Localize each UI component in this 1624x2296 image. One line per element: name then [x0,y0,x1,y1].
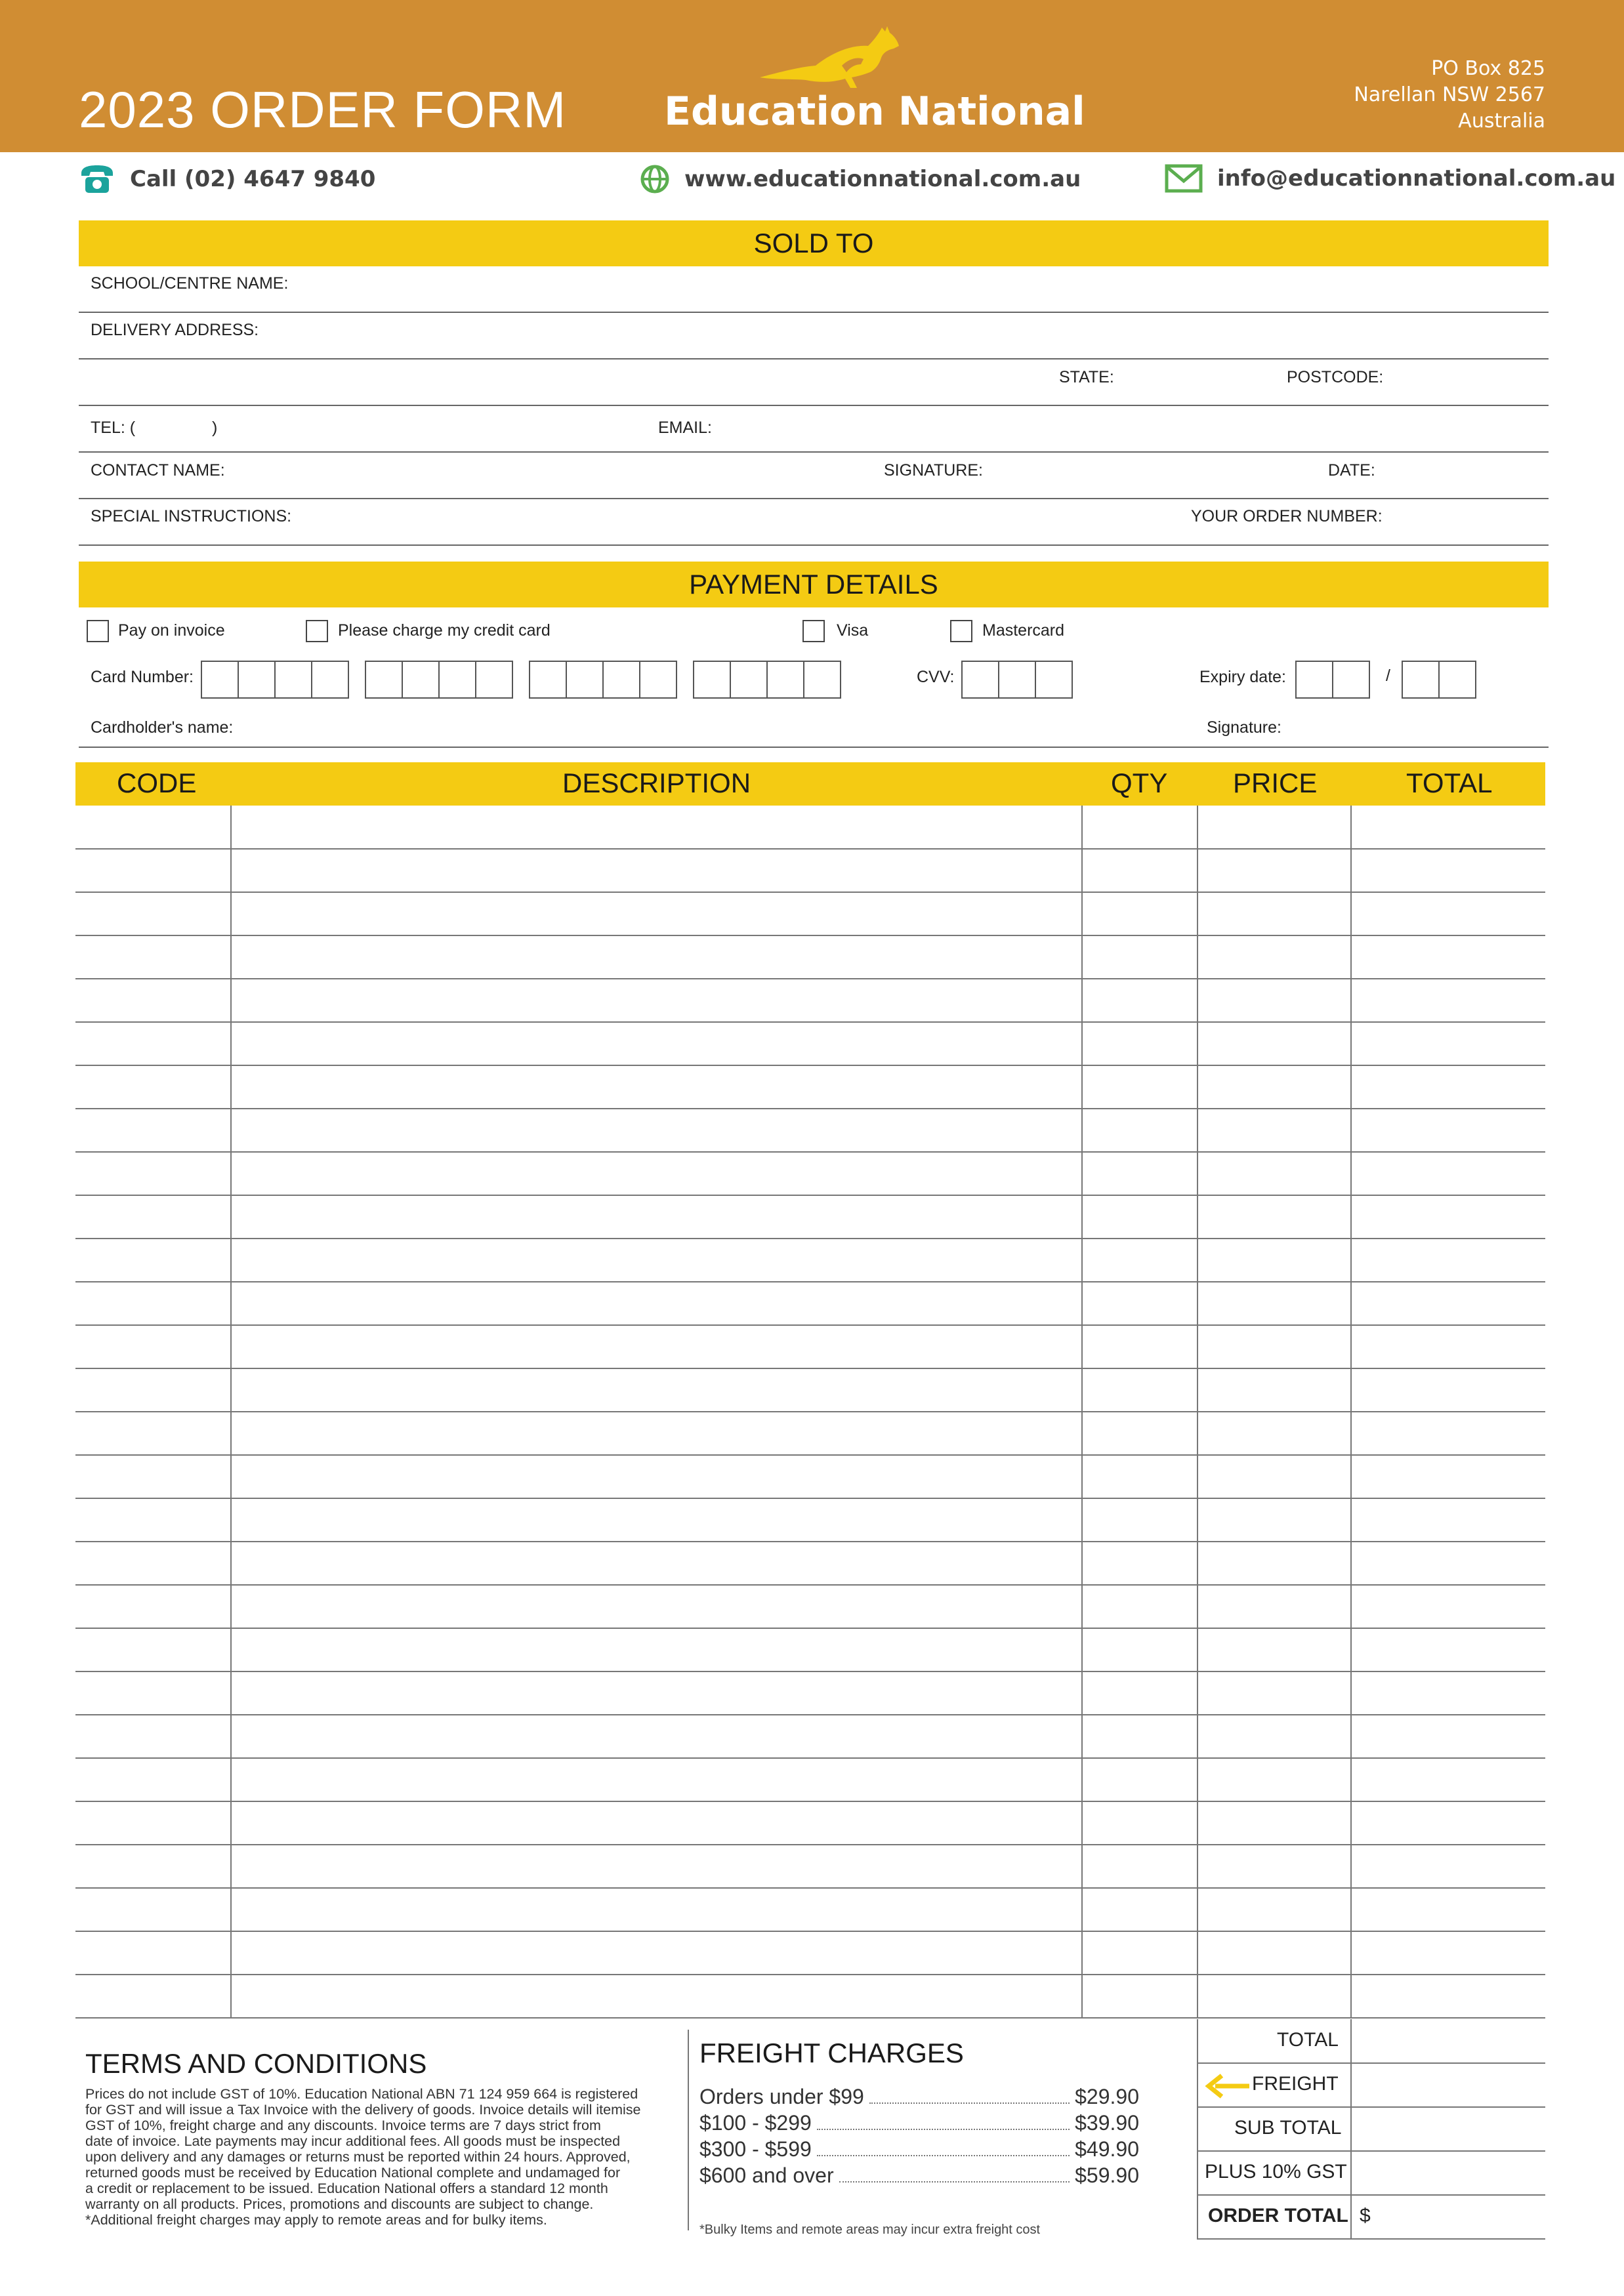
freight-price: $29.90 [1075,2085,1139,2108]
freight-row [699,2085,1139,2109]
school-name-field[interactable] [79,312,1549,313]
card-number-group-2[interactable] [365,661,512,699]
terms-line: GST of 10%, freight charge and any discounts. Invoice terms are 7 days strict from [85,2118,601,2133]
table-row-line [75,1801,1545,1802]
freight-range: $300 - $599 [699,2137,812,2161]
contact-name-label: CONTACT NAME: [91,461,225,480]
address-line: Narellan NSW 2567 [1354,83,1545,106]
pay-on-invoice-checkbox[interactable] [87,620,109,642]
postal-address [1354,56,1545,134]
charge-card-label: Please charge my credit card [338,621,551,640]
terms-line: returned goods must be received by Education National complete and undamaged for [85,2165,621,2181]
cardholder-field[interactable] [79,747,1549,748]
table-row-line [75,1281,1545,1282]
pay-on-invoice-label: Pay on invoice [118,621,225,640]
table-row-line [75,892,1545,893]
globe-icon [640,164,670,194]
terms-line: warranty on all products. Prices, promotions and discounts are subject to change. [85,2196,594,2212]
table-row-line [75,1021,1545,1023]
terms-line: *Additional freight charges may apply to remote areas and for bulky items. [85,2212,547,2228]
delivery-address-label: DELIVERY ADDRESS: [91,321,259,339]
freight-price: $59.90 [1075,2163,1139,2187]
terms-line: for GST and will issue a Tax Invoice with the delivery of goods. Invoice details will itemise [85,2102,641,2118]
delivery-address-field[interactable] [79,358,1549,359]
email-link[interactable]: info@educationnational.com.au [1217,165,1616,192]
card-signature-label: Signature: [1207,718,1281,737]
visa-checkbox[interactable] [802,620,825,642]
table-row-line [75,1195,1545,1196]
expiry-month-input[interactable] [1295,661,1369,699]
cvv-input[interactable] [961,661,1072,699]
col-price-header: PRICE [1233,768,1318,798]
date-label: DATE: [1328,461,1375,480]
cardholder-label: Cardholder's name: [91,718,234,737]
totals-mid-border [1350,2019,1352,2240]
table-column-line [1081,806,1083,2018]
freight-row [699,2111,1139,2135]
contact-email [1165,164,1615,193]
card-number-group-3[interactable] [529,661,676,699]
order-number-label: YOUR ORDER NUMBER: [1191,507,1383,525]
col-code-header: CODE [117,768,197,798]
phone-number[interactable]: Call (02) 4647 9840 [130,166,376,192]
address-line: Australia [1458,110,1545,133]
table-row-line [75,2017,1545,2019]
table-row-line [75,848,1545,850]
col-description-header: DESCRIPTION [562,768,751,798]
table-row-line [75,1238,1545,1239]
special-instructions-label: SPECIAL INSTRUCTIONS: [91,507,292,525]
table-column-line [1197,806,1198,2018]
contact-phone [79,164,375,194]
expiry-year-input[interactable] [1402,661,1475,699]
totals-line [1197,2062,1545,2064]
order-table-header [75,762,1545,806]
tel-email-field[interactable] [79,451,1549,453]
freight-row [699,2163,1139,2188]
order-total-label: ORDER TOTAL [1208,2205,1348,2226]
table-row-line [75,935,1545,936]
tel-label: TEL: ( [91,419,136,437]
subtotal-label: SUB TOTAL [1234,2117,1342,2139]
freight-total-label: FREIGHT [1252,2073,1339,2095]
address-line-2-field[interactable] [79,405,1549,406]
sold-to-heading: SOLD TO [79,220,1549,266]
payment-details-heading: PAYMENT DETAILS [79,562,1549,607]
table-row-line [75,1671,1545,1672]
tel-close-paren: ) [212,419,218,437]
phone-icon [79,164,115,194]
table-row-line [75,1757,1545,1759]
freight-note: *Bulky Items and remote areas may incur extra freight cost [699,2223,1041,2237]
terms-text [85,2086,679,2228]
totals-line [1197,2150,1545,2152]
table-column-line [230,806,232,2018]
freight-row [699,2137,1139,2162]
card-number-group-1[interactable] [201,661,348,699]
table-row-line [75,1324,1545,1326]
postcode-label: POSTCODE: [1287,368,1384,386]
totals-left-border [1197,2019,1198,2240]
terms-line: upon delivery and any damages or returns must be reported within 24 hours. Approved, [85,2149,631,2165]
contact-signature-field[interactable] [79,498,1549,499]
kangaroo-logo-icon [753,26,904,92]
total-label: TOTAL [1277,2029,1339,2051]
terms-line: Prices do not include GST of 10%. Education National ABN 71 124 959 664 is registered [85,2086,638,2102]
table-row-line [75,1368,1545,1369]
email-label: EMAIL: [658,419,712,437]
table-row-line [75,1065,1545,1066]
table-row-line [75,1454,1545,1456]
freight-range: $100 - $299 [699,2111,812,2135]
freight-price: $49.90 [1075,2137,1139,2161]
freight-heading: FREIGHT CHARGES [699,2038,964,2068]
table-row-line [75,1887,1545,1889]
arrow-left-icon [1205,2073,1251,2099]
cvv-label: CVV: [917,668,955,686]
table-row-line [75,1844,1545,1845]
card-number-group-4[interactable] [693,661,840,699]
order-total-currency: $ [1360,2205,1371,2226]
brand-name: Education National [664,89,1085,134]
table-row-line [75,1108,1545,1109]
table-row-line [75,1151,1545,1153]
contact-website [640,164,1081,194]
special-instructions-field[interactable] [79,544,1549,546]
card-number-label: Card Number: [91,668,194,686]
table-row-line [75,1541,1545,1542]
table-row-line [75,1714,1545,1715]
website-link[interactable]: www.educationnational.com.au [684,166,1081,192]
totals-line [1197,2106,1545,2108]
mastercard-checkbox[interactable] [950,620,972,642]
expiry-separator: / [1386,666,1390,685]
table-row-line [75,1498,1545,1499]
form-title: 2023 ORDER FORM [79,81,567,138]
col-qty-header: QTY [1111,768,1168,798]
freight-range: $600 and over [699,2163,834,2187]
expiry-label: Expiry date: [1199,668,1287,686]
table-row-line [75,1974,1545,1975]
totals-line [1197,2238,1545,2240]
col-total-header: TOTAL [1406,768,1493,798]
freight-price: $39.90 [1075,2111,1139,2135]
terms-heading: TERMS AND CONDITIONS [85,2048,427,2079]
table-row-line [75,1628,1545,1629]
charge-card-checkbox[interactable] [306,620,328,642]
gst-label: PLUS 10% GST [1205,2161,1347,2183]
freight-range: Orders under $99 [699,2085,864,2108]
terms-divider [688,2030,689,2230]
table-row-line [75,1584,1545,1586]
table-row-line [75,1931,1545,1932]
mail-icon [1165,164,1203,193]
signature-label: SIGNATURE: [884,461,983,480]
table-row-line [75,1411,1545,1412]
totals-line [1197,2194,1545,2196]
mastercard-label: Mastercard [982,621,1065,640]
address-line: PO Box 825 [1431,57,1545,80]
state-label: STATE: [1059,368,1114,386]
table-column-line [1350,806,1352,2018]
school-name-label: SCHOOL/CENTRE NAME: [91,274,289,293]
terms-line: date of invoice. Late payments may incur additional fees. All goods must be inspected [85,2133,621,2149]
terms-line: a credit or replacement to be issued. Education National offers a standard 12 month [85,2181,608,2196]
visa-label: Visa [837,621,869,640]
table-row-line [75,978,1545,979]
